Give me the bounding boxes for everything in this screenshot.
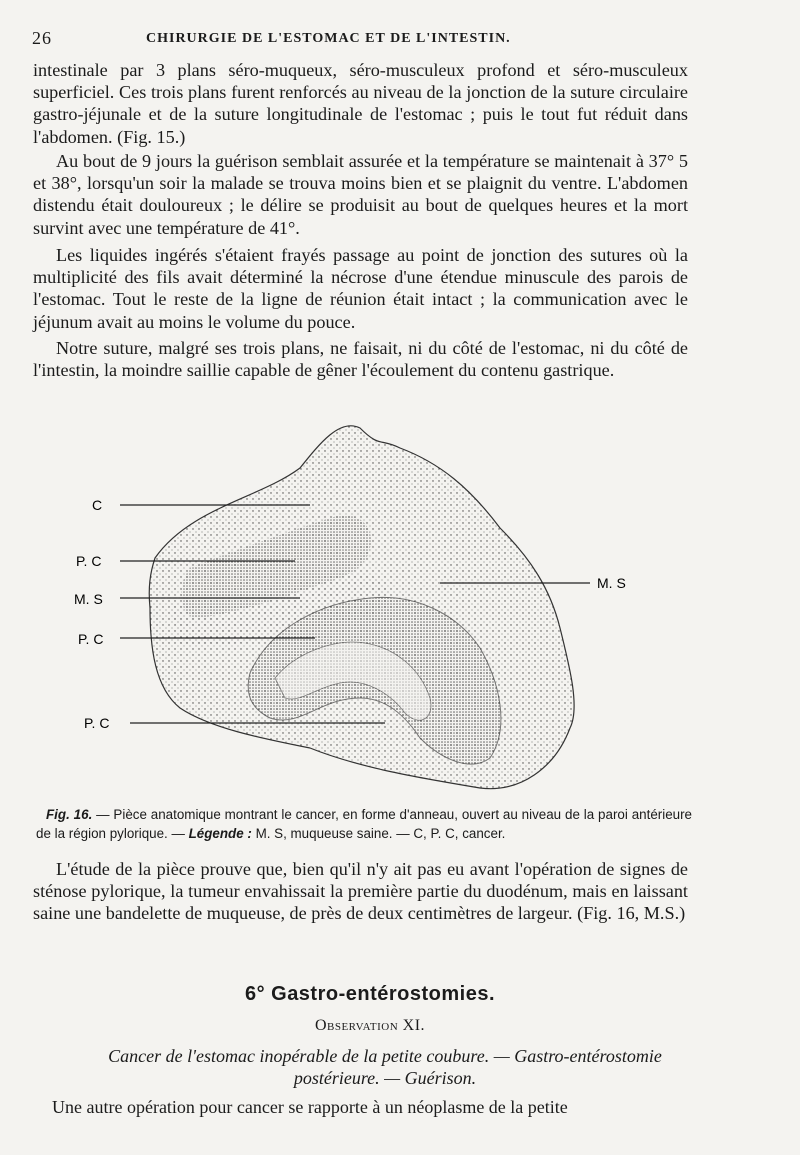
label-pc-2: P. C <box>78 631 104 647</box>
paragraph-3: Les liquides ingérés s'étaient frayés passage au point de jonction des sutures où la multiplicité des fils avait déterminé la nécrose d'une étendue minuscule des parois de l'estomac. Tout le reste de la ligne de réunion était intact ; la communication avec le jéjunum avait au moins le volume du pouce. <box>33 245 688 332</box>
last-line: Une autre opération pour cancer se rapporte à un néoplasme de la petite <box>52 1097 568 1117</box>
paragraph-4: Notre suture, malgré ses trois plans, ne faisait, ni du côté de l'estomac, ni du côté de l'intestin, la moindre saillie capable de gêner l'écoulement du contenu gastrique. <box>33 338 688 381</box>
label-ms-right: M. S <box>597 575 626 591</box>
figure-caption <box>36 805 692 843</box>
caption-fig-label: Fig. 16. <box>46 807 93 822</box>
observation-title: Cancer de l'estomac inopérable de la petite coubure. — Gastro-entérostomie postérieure. — Guérison. <box>108 1046 662 1088</box>
paragraph-1: intestinale par 3 plans séro-muqueux, séro-musculeux profond et séro-musculeux superficiel. Ces trois plans furent renforcés au niveau de la jonction de la suture circulaire gastro-jéjunale et de la suture longitudinale de l'estomac ; puis le tout fut réduit dans l'abdomen. (Fig. 15.) <box>33 60 688 147</box>
caption-text-1: — Pièce anatomique montrant le cancer, en forme d'anneau, ouvert au niveau de la paroi antérieure de la région pylorique. — <box>36 807 693 841</box>
paragraph-2: Au bout de 9 jours la guérison semblait assurée et la température se maintenait à 37° 5 et 38°, lorsqu'un soir la malade se trouva moins bien et se plaignit du ventre. L'abdomen distendu était douloureux ; le délire se produisit au bout de quelques heures et la mort survint avec une température de 41°. <box>33 151 688 238</box>
section-heading: 6° Gastro-entérostomies. <box>244 983 496 1005</box>
running-title: CHIRURGIE DE L'ESTOMAC ET DE L'INTESTIN. <box>146 31 511 46</box>
label-pc-3: P. C <box>84 715 110 731</box>
caption-text-2: M. S, muqueuse saine. — C, P. C, cancer. <box>251 826 506 841</box>
anatomical-figure <box>60 408 700 808</box>
page-header <box>32 28 692 50</box>
paragraph-after-figure: L'étude de la pièce prouve que, bien qu'il n'y ait pas eu avant l'opération de signes de sténose pylorique, la tumeur envahissait la première partie du duodénum, mais en laissant saine une bandelette de muqueuse, de près de deux centimètres de largeur. (Fig. 16, M.S.) <box>33 859 688 924</box>
caption-legend-label: Légende : <box>188 826 252 841</box>
page-number: 26 <box>32 28 52 48</box>
label-c: C <box>92 497 103 513</box>
label-pc-1: P. C <box>76 553 102 569</box>
observation-number: Observation XI. <box>314 1017 426 1034</box>
label-ms-left: M. S <box>74 591 103 607</box>
